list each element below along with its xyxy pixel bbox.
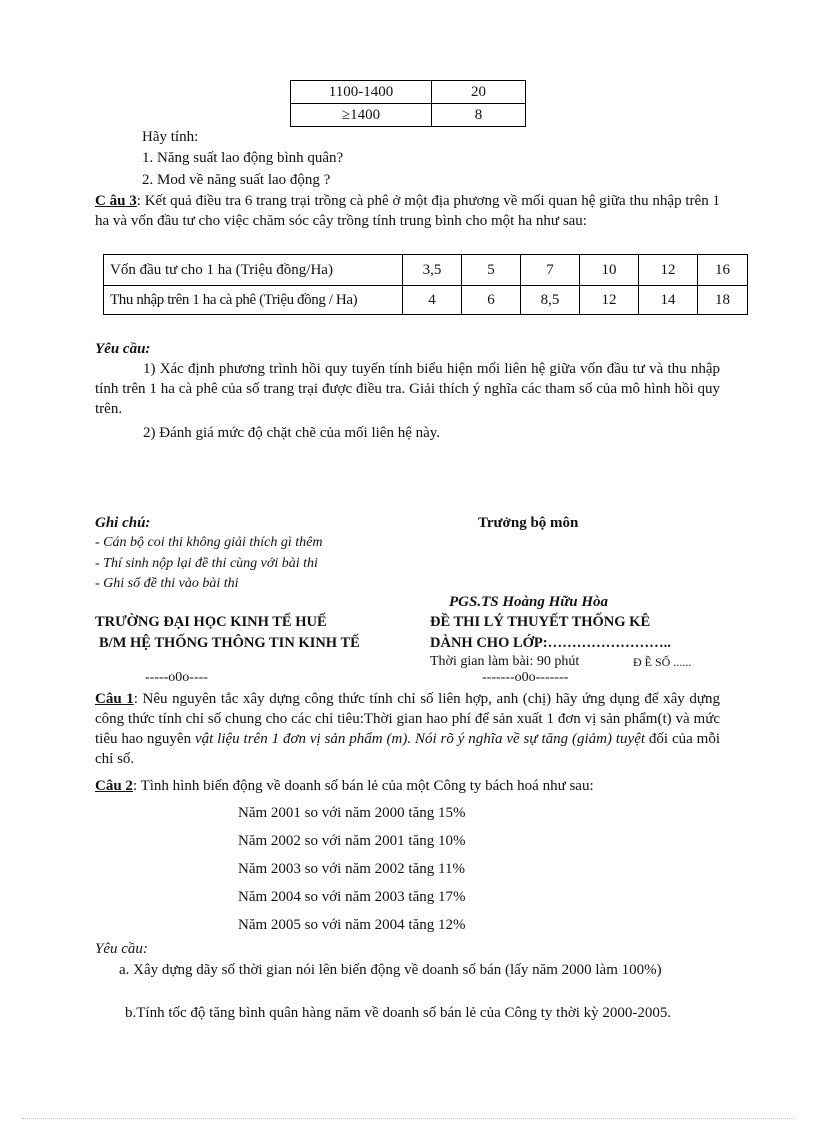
exam-number: Đ Ề SỐ ...... (633, 655, 692, 669)
page-edge (22, 1118, 794, 1119)
requirement-1: 1) Xác định phương trình hồi quy tuyến tính biểu hiện mối liên hệ giữa vốn đầu tư và thu nhập tính trên 1 ha cà phê của số trang trại được điều tra. Giải thích ý nghĩa các tham số của mô hình hồi quy trên. (95, 361, 720, 417)
data-cell: 12 (639, 255, 698, 286)
note-item: - Thí sinh nộp lại đề thi cùng với bài thi (95, 556, 318, 571)
data-cell: 4 (403, 286, 462, 315)
question-3-text: : Kết quả điều tra 6 trang trại trồng cà phê ở một địa phương về mối quan hệ giữa thu nhập trên 1 ha và vốn đầu tư cho việc chăm sóc cây trồng tính trung bình cho một ha như sau: (95, 193, 720, 229)
question-2-text: : Tình hình biến động về doanh số bán lẻ của một Công ty bách hoá như sau: (132, 778, 594, 794)
data-cell: 7 (521, 255, 580, 286)
range-cell: ≥1400 (291, 104, 432, 127)
growth-line: Năm 2004 so với năm 2003 tăng 17% (238, 889, 466, 905)
data-cell: 8,5 (521, 286, 580, 315)
data-cell: 16 (698, 255, 748, 286)
growth-line: Năm 2005 so với năm 2004 tăng 12% (238, 917, 466, 933)
table-row (291, 81, 526, 104)
university-name: TRƯỜNG ĐẠI HỌC KINH TẾ HUẾ (95, 614, 327, 630)
value-cell: 8 (432, 104, 526, 127)
growth-line: Năm 2001 so với năm 2000 tăng 15% (238, 805, 466, 821)
question-1-text: : Nêu nguyên tắc xây dựng công thức tính chỉ số liên hợp, anh (chị) hãy ứng dụng để xây dựng công thức tính chỉ số chung cho các chỉ tiêu:Thời gian hao phí để sản xuất 1 đơn vị sản phẩm(t) và mức tiêu hao nguyên (95, 691, 720, 747)
compute-item: 2. Mod về năng suất lao động ? (142, 172, 331, 188)
department-name: B/M HỆ THỐNG THÔNG TIN KINH TẾ (99, 635, 360, 651)
growth-line: Năm 2002 so với năm 2001 tăng 10% (238, 833, 466, 849)
question-1-label: Câu 1 (95, 691, 134, 707)
question-2-label: Câu 2 (95, 778, 133, 794)
note-item: - Ghi số đề thi vào bài thi (95, 576, 239, 591)
q2-requirements-label: Yêu cầu: (95, 941, 148, 957)
value-cell: 20 (432, 81, 526, 104)
frequency-table (290, 80, 526, 127)
question-1-italic: vật liệu trên 1 đơn vị sản phẩm (m). Nói rõ ý nghĩa về sự tăng (giảm) tuyệt (194, 731, 646, 747)
requirement-2: 2) Đánh giá mức độ chặt chẽ của mối liên hệ này. (143, 425, 441, 441)
question-2 (95, 776, 720, 796)
table-row (104, 286, 748, 315)
data-cell: 12 (580, 286, 639, 315)
time-limit: Thời gian làm bài: 90 phút (430, 654, 580, 669)
regression-table (103, 254, 748, 315)
range-cell: 1100-1400 (291, 81, 432, 104)
exam-title: ĐỀ THI LÝ THUYẾT THỐNG KÊ (430, 614, 651, 630)
data-cell: 5 (462, 255, 521, 286)
data-cell: 10 (580, 255, 639, 286)
row-label: Thu nhập trên 1 ha cà phê (Triệu đồng / Ha) (104, 286, 403, 315)
compute-intro: Hãy tính: (142, 129, 199, 145)
divider-left: -----o0o---- (145, 670, 208, 685)
note-item: - Cán bộ coi thi không giải thích gì thêm (95, 535, 323, 550)
question-1-end: đối của mỗi chỉ số. (95, 731, 721, 767)
notes-title: Ghi chú: (95, 515, 151, 531)
question-3 (95, 191, 720, 231)
growth-line: Năm 2003 so với năm 2002 tăng 11% (238, 861, 465, 877)
data-cell: 18 (698, 286, 748, 315)
question-3-label: C âu 3 (95, 193, 137, 209)
compute-item: 1. Năng suất lao động bình quân? (142, 150, 344, 166)
class-line: DÀNH CHO LỚP:…………………….. (430, 635, 671, 651)
table-row (291, 104, 526, 127)
data-cell: 6 (462, 286, 521, 315)
requirements-label: Yêu cầu: (95, 341, 151, 357)
signature-name: PGS.TS Hoàng Hữu Hòa (449, 594, 609, 610)
divider-right: -------o0o------- (482, 670, 569, 685)
q2-requirement-b: b.Tính tốc độ tăng bình quân hàng năm về doanh số bán lẻ của Công ty thời kỳ 2000-2005. (125, 1005, 672, 1021)
table-row (104, 255, 748, 286)
data-cell: 3,5 (403, 255, 462, 286)
q2-requirement-a: a. Xây dựng dãy số thời gian nói lên biến động về doanh số bán (lấy năm 2000 làm 100%) (119, 962, 662, 978)
question-1 (95, 689, 720, 769)
row-label: Vốn đầu tư cho 1 ha (Triệu đồng/Ha) (104, 255, 403, 286)
data-cell: 14 (639, 286, 698, 315)
signature-role: Trưởng bộ môn (478, 515, 579, 531)
